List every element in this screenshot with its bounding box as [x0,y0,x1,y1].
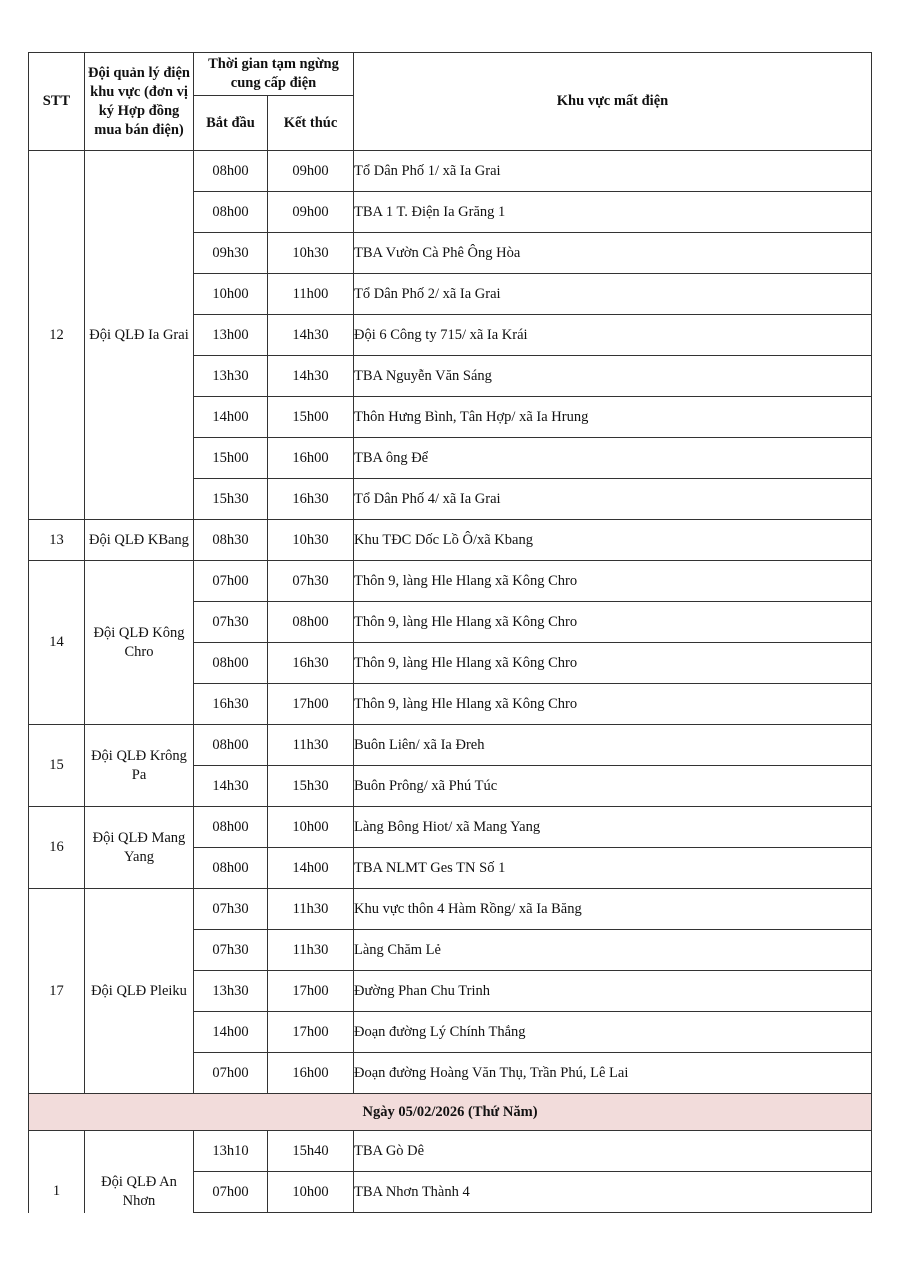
start-cell: 16h30 [194,684,268,725]
start-cell: 08h00 [194,151,268,192]
area-cell: Làng Chăm Lẻ [354,930,872,971]
area-cell: Đường Phan Chu Trinh [354,971,872,1012]
stt-cell: 14 [29,561,85,725]
end-cell: 10h00 [268,807,354,848]
end-cell: 16h00 [268,438,354,479]
stt-cell: 15 [29,725,85,807]
header-time-group: Thời gian tạm ngừng cung cấp điện [194,53,354,96]
start-cell: 13h30 [194,971,268,1012]
table-row [29,725,872,766]
start-cell: 07h30 [194,602,268,643]
header-stt: STT [29,53,85,151]
start-cell: 07h30 [194,930,268,971]
end-cell: 11h30 [268,725,354,766]
end-cell: 17h00 [268,684,354,725]
stt-cell: 12 [29,151,85,520]
end-cell: 16h00 [268,1053,354,1094]
area-cell: Thôn 9, làng Hle Hlang xã Kông Chro [354,561,872,602]
end-cell: 11h00 [268,274,354,315]
table-row [29,151,872,192]
end-cell: 14h00 [268,848,354,889]
stt-value: 1 [52,1183,61,1200]
start-cell: 15h30 [194,479,268,520]
area-cell: Buôn Liên/ xã Ia Đreh [354,725,872,766]
table-row [29,889,872,930]
start-cell: 08h00 [194,643,268,684]
area-cell: Tổ Dân Phố 4/ xã Ia Grai [354,479,872,520]
start-cell: 08h00 [194,848,268,889]
header-area: Khu vực mất điện [354,53,872,151]
table-row [29,520,872,561]
unit-cell: Đội QLĐ Krông Pa [85,725,194,807]
start-cell: 09h30 [194,233,268,274]
area-cell: Đoạn đường Lý Chính Thắng [354,1012,872,1053]
stt-cell: 17 [29,889,85,1094]
area-cell: TBA NLMT Ges TN Số 1 [354,848,872,889]
start-cell: 07h30 [194,889,268,930]
header-start: Bắt đầu [194,96,268,151]
end-cell: 11h30 [268,930,354,971]
start-cell: 15h00 [194,438,268,479]
end-cell: 15h30 [268,766,354,807]
end-cell: 08h00 [268,602,354,643]
stt-cell: 16 [29,807,85,889]
area-cell: Khu vực thôn 4 Hàm Rồng/ xã Ia Băng [354,889,872,930]
area-cell: Khu TĐC Dốc Lồ Ô/xã Kbang [354,520,872,561]
area-cell: TBA Gò Dê [354,1131,872,1172]
end-cell: 10h30 [268,233,354,274]
stt-cell: 13 [29,520,85,561]
end-cell: 11h30 [268,889,354,930]
end-cell: 16h30 [268,643,354,684]
date-label: Ngày 05/02/2026 (Thứ Năm) [29,1094,872,1131]
area-cell: TBA Vườn Cà Phê Ông Hòa [354,233,872,274]
start-cell: 14h00 [194,1012,268,1053]
start-cell: 14h30 [194,766,268,807]
start-cell: 08h00 [194,725,268,766]
start-cell: 14h00 [194,397,268,438]
end-cell: 10h30 [268,520,354,561]
area-cell: TBA Nguyễn Văn Sáng [354,356,872,397]
start-cell: 13h30 [194,356,268,397]
header-end: Kết thúc [268,96,354,151]
start-cell: 08h00 [194,192,268,233]
area-cell: Buôn Prông/ xã Phú Túc [354,766,872,807]
date-separator-row [29,1094,872,1131]
end-cell: 15h40 [268,1131,354,1172]
unit-cell: Đội QLĐ Ia Grai [85,151,194,520]
end-cell: 09h00 [268,192,354,233]
area-cell: Thôn 9, làng Hle Hlang xã Kông Chro [354,684,872,725]
area-cell: Đoạn đường Hoàng Văn Thụ, Trần Phú, Lê Lai [354,1053,872,1094]
end-cell: 14h30 [268,315,354,356]
area-cell: Thôn 9, làng Hle Hlang xã Kông Chro [354,643,872,684]
end-cell: 10h00 [268,1172,354,1213]
unit-cell: Đội QLĐ Kông Chro [85,561,194,725]
end-cell: 16h30 [268,479,354,520]
area-cell: TBA Nhơn Thành 4 [354,1172,872,1213]
area-cell: Làng Bông Hiot/ xã Mang Yang [354,807,872,848]
outage-schedule-table [28,52,872,1213]
area-cell: Tổ Dân Phố 2/ xã Ia Grai [354,274,872,315]
start-cell: 07h00 [194,1172,268,1213]
end-cell: 17h00 [268,971,354,1012]
table-body [29,151,872,1213]
start-cell: 07h00 [194,561,268,602]
start-cell: 08h30 [194,520,268,561]
unit-value: Đội QLĐ An Nhơn [101,1173,177,1209]
area-cell: Thôn Hưng Bình, Tân Hợp/ xã Ia Hrung [354,397,872,438]
end-cell: 15h00 [268,397,354,438]
table-row [29,1131,872,1172]
unit-cell: Đội QLĐ Pleiku [85,889,194,1094]
start-cell: 13h00 [194,315,268,356]
table-row [29,561,872,602]
end-cell: 17h00 [268,1012,354,1053]
start-cell: 07h00 [194,1053,268,1094]
table-row [29,807,872,848]
start-cell: 08h00 [194,807,268,848]
end-cell: 09h00 [268,151,354,192]
start-cell: 10h00 [194,274,268,315]
area-cell: TBA 1 T. Điện Ia Grăng 1 [354,192,872,233]
area-cell: Đội 6 Công ty 715/ xã Ia Krái [354,315,872,356]
header-unit: Đội quản lý điện khu vực (đơn vị ký Hợp đồng mua bán điện) [85,53,194,151]
header-row-1 [29,53,872,96]
unit-cell: Đội QLĐ KBang [85,520,194,561]
start-cell: 13h10 [194,1131,268,1172]
area-cell: Tổ Dân Phố 1/ xã Ia Grai [354,151,872,192]
area-cell: TBA ông Để [354,438,872,479]
stt-cell [29,1131,85,1213]
end-cell: 14h30 [268,356,354,397]
end-cell: 07h30 [268,561,354,602]
unit-cell: Đội QLĐ Mang Yang [85,807,194,889]
area-cell: Thôn 9, làng Hle Hlang xã Kông Chro [354,602,872,643]
unit-cell [85,1131,194,1213]
